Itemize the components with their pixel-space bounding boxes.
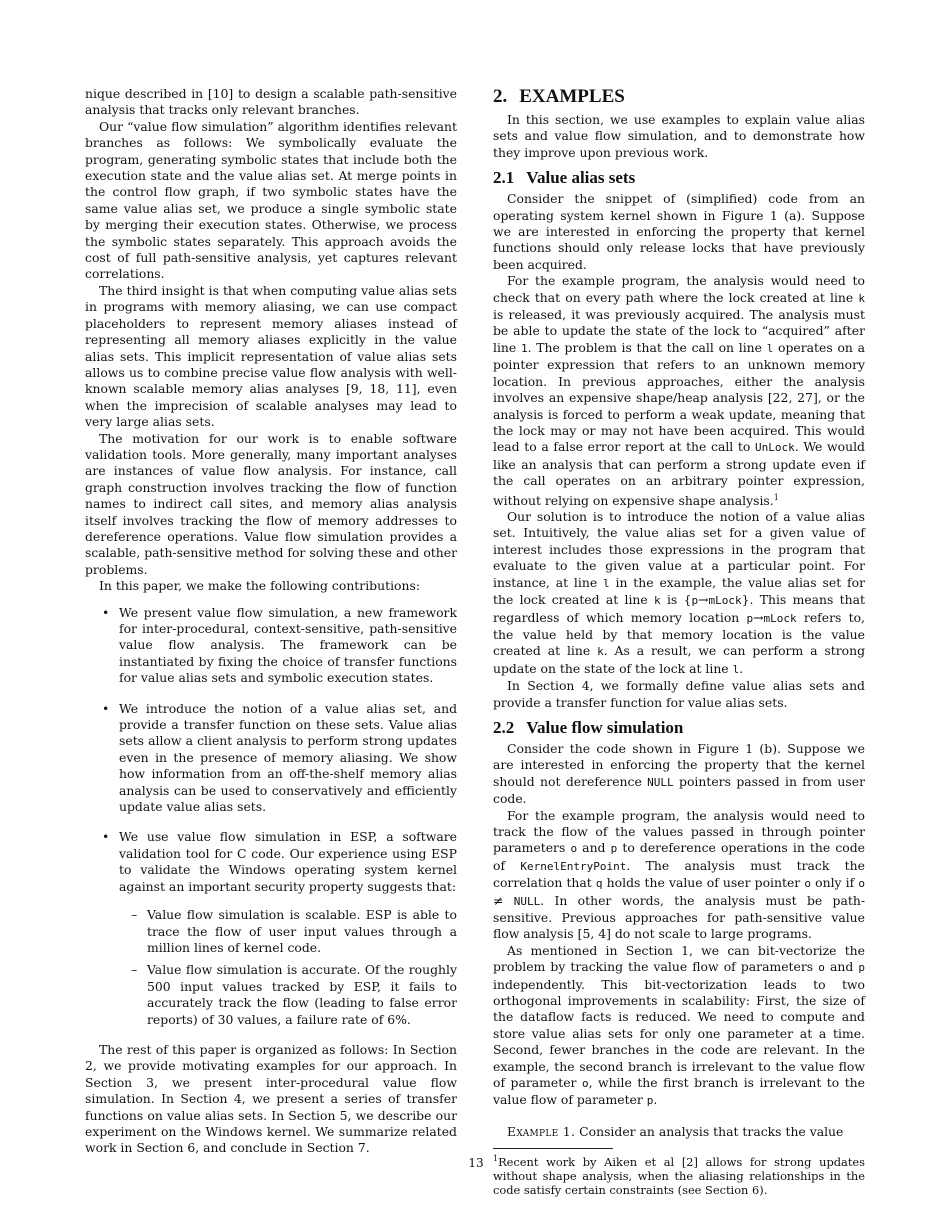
paragraph-motivation: The motivation for our work is to enable software validation tools. More generally, many important analyses are instances of value flow analysis. For instance, call graph construction involves tracking the flow of function names to indirect call sites, and memory alias analysis itself involves tracking the flow of memory addresses to dereference operations. Value flow simulation provides a scalable, path-sensitive method for solving these and other problems. [85, 430, 457, 577]
subsection-heading-value-flow-simulation [493, 718, 865, 738]
list-item-text: We use value flow simulation in ESP, a software validation tool for C code. Our experience using ESP to validate the Windows operating system kernel against an important security property suggests that: [119, 829, 457, 894]
paragraph-value-flow-simulation: Our “value flow simulation” algorithm identifies relevant branches as follows: We symbolically evaluate the program, generating symbolic states that include both the execution state and the value alias set. At merge points in the control flow graph, if two symbolic states have the same value alias set, we produce a single symbolic state by merging their execution states. Otherwise, we process the symbolic states separately. This approach avoids the cost of full path-sensitive analysis, yet captures relevant correlations. [85, 118, 457, 282]
sub-list [119, 907, 457, 1028]
contributions-list [85, 605, 457, 1028]
footnote-divider [493, 1148, 613, 1149]
paragraph-contributions-intro: In this paper, we make the following contributions: [99, 578, 420, 594]
paragraph-bit-vectorize: As mentioned in Section 1, we can bit-vectorize the problem by tracking the value flow of parameters o and p independently. This bit-vectorization leads to two orthogonal improvements in scalability: First, the size of the dataflow facts is reduced. We need to compute and store value alias sets for only one parameter at a time. Second, fewer branches in the code are relevant. In the example, the second branch is irrelevant to the value flow of parameter o, while the first branch is irrelevant to the value flow of parameter p. [493, 942, 865, 1108]
sub-list-item: – Value flow simulation is scalable. ESP is able to trace the flow of user input values through a million lines of kernel code. [147, 907, 457, 956]
paragraph-example-1: Example 1. Consider an analysis that tracks the value [507, 1123, 844, 1139]
footnote-marker: 1 [773, 492, 779, 502]
section-heading-examples [493, 86, 865, 108]
spacer [493, 1110, 865, 1124]
footnote-text: Recent work by Aiken et al [2] allows for strong updates without shape analysis, when the aliasing relationships in the code satisfy certain constraints (see Section 6). [493, 1155, 865, 1198]
subsection-number: 2.2 [493, 717, 515, 737]
example-label: Example 1. [507, 1123, 576, 1139]
subsection-heading-value-alias-sets [493, 168, 865, 188]
paragraph-third-insight: The third insight is that when computing value alias sets in programs with memory aliasing, we can use compact placeholders to represent memory aliases instead of representing all memory aliases explicitly in the value alias sets. This implicit representation of value alias sets allows us to combine precise value flow analysis with well-known scalable memory alias analyses [9, 18, 11], even when the imprecision of scalable analyses may lead to very large alias sets. [85, 282, 457, 430]
section-title: EXAMPLES [519, 86, 625, 107]
subsection-number: 2.1 [493, 168, 515, 188]
paragraph-snippet: Consider the snippet of (simplified) code from an operating system kernel shown in Figure 1 (a). Suppose we are interested in enforcing the property that kernel functions should only release locks that have previously been acquired. [493, 191, 865, 272]
continued-paragraph: nique described in [10] to design a scalable path-sensitive analysis that tracks only relevant branches. [85, 86, 457, 118]
sub-list-item: – Value flow simulation is accurate. Of the roughly 500 input values tracked by ESP, it fails to accurately track the flow (leading to false error reports) of 30 values, a failure rate of 6%. [147, 962, 457, 1028]
list-item: • We present value flow simulation, a new framework for inter-procedural, context-sensitive, path-sensitive value flow analysis. The framework can be instantiated by fixing the choice of transfer functions for value alias sets and symbolic execution states. [119, 605, 457, 687]
list-item [119, 829, 457, 1027]
subsection-title: Value flow simulation [526, 717, 684, 737]
paragraph-figure1b: Consider the code shown in Figure 1 (b). Suppose we are interested in enforcing the property that the kernel should not dereference NULL pointers passed in from user code. [493, 740, 865, 807]
paragraph-solution: Our solution is to introduce the notion of a value alias set. Intuitively, the value alias set for a given value of interest includes those expressions in the program that evaluate to the given value at a particular point. For instance, at line l in the example, the value alias set for the lock created at line k is {p→mLock}. This means that regardless of which memory location p→mLock refers to, the value held by that memory location is the value created at line k. As a result, we can perform a strong update on the state of the lock at line l. [493, 509, 866, 676]
section-number: 2. [493, 86, 508, 107]
list-item: • We introduce the notion of a value alias set, and provide a transfer function on these sets. Value alias sets allow a client analysis to perform strong updates even in the presence of memory aliasing. We show how information from an off-the-shelf memory alias analysis can be used to conservatively and efficiently update value alias sets. [119, 701, 457, 816]
paragraph-track-flow: For the example program, the analysis would need to track the flow of the values passed in through pointer parameters o and p to dereference operations in the code of KernelEntryPoint. The analysis must track the correlation that q holds the value of user pointer o only if o ≠ NULL. In other words, the analysis must be path-sensitive. Previous approaches for path-sensitive value flow analysis [5, 4] do not scale to large programs. [493, 807, 866, 942]
footnote-number: 1 [493, 1154, 499, 1164]
paragraph-organization: The rest of this paper is organized as follows: In Section 2, we provide motivating examples for our approach. In Section 3, we present inter-procedural value flow simulation. In Section 4, we present a series of transfer functions on value alias sets. In Section 5, we describe our experiment on the Windows kernel. We summarize related work in Section 6, and conclude in Section 7. [85, 1041, 457, 1156]
paragraph-lock-analysis: For the example program, the analysis would need to check that on every path where the lock created at line k is released, it was previously acquired. The analysis must be able to update the state of the lock to “acquired” after line 1. The problem is that the call on line l operates on a pointer expression that refers to an unknown memory location. In previous approaches, either the analysis involves an expensive shape/heap analysis [22, 27], or the analysis is forced to perform a weak update, meaning that the lock may or may not have been acquired. This would lead to a false error report at the call to UnLock. We would like an analysis that can perform a strong update even if the call operates on an arbitrary pointer expression, without relying on expensive shape analysis.$^1$ [493, 273, 865, 508]
subsection-title: Value alias sets [526, 168, 636, 188]
paragraph-section4-ref: In Section 4, we formally define value alias sets and provide a transfer function for value alias sets. [493, 678, 865, 710]
right-column [493, 86, 865, 1197]
paragraph-section-intro: In this section, we use examples to explain value alias sets and value flow simulation, and to demonstrate how they improve upon previous work. [493, 112, 865, 160]
page-number: 13 [468, 1156, 484, 1170]
left-column [85, 86, 457, 1157]
